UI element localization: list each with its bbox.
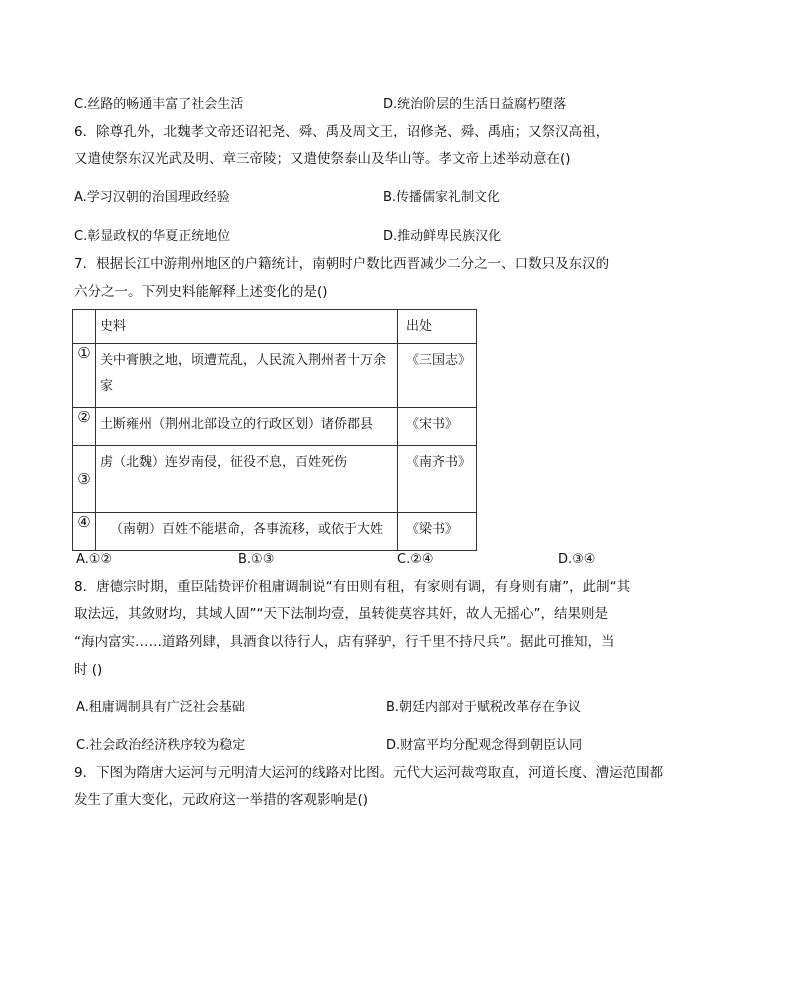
q7-option-c: C.②④ [397, 552, 434, 567]
q8-option-c: C.社会政治经济秩序较为稳定 [76, 738, 246, 753]
q8-stem-line4: 时 () [74, 662, 103, 678]
q6-option-b: B.传播儒家礼制文化 [383, 190, 501, 205]
row-source-text: 虏（北魏）连岁南侵，征役不息，百姓死伤 [96, 446, 398, 513]
q9-stem-line2: 发生了重大变化，元政府这一举措的客观影响是() [74, 792, 369, 808]
row-origin: 《南齐书》 [398, 446, 477, 513]
table-header-row [73, 310, 477, 344]
row-source-text: （南朝）百姓不能堪命，各事流移，或依于大姓 [96, 513, 398, 551]
q7-source-table [72, 309, 477, 551]
q5-option-c: C.丝路的畅通丰富了社会生活 [74, 97, 244, 112]
row-number: ③ [73, 446, 96, 513]
header-num-cell [73, 310, 96, 344]
table-row [73, 344, 477, 408]
q8-stem-line1: 8．唐德宗时期，重臣陆贽评价租庸调制说“有田则有租，有家则有调，有身则有庸”，此制“其 [74, 579, 631, 595]
q8-option-b: B.朝廷内部对于赋税改革存在争议 [386, 700, 582, 715]
row-source-text: 关中膏腴之地，顷遭荒乱，人民流入荆州者十万余家 [96, 344, 398, 408]
row-source-text: 土断雍州（荆州北部设立的行政区划）诸侨郡县 [96, 408, 398, 446]
q9-stem-line1: 9．下图为隋唐大运河与元明清大运河的线路对比图。元代大运河裁弯取直，河道长度、漕运范围都 [74, 765, 664, 781]
table-row [73, 446, 477, 513]
header-source-cell: 史料 [96, 310, 398, 344]
q8-option-d: D.财富平均分配观念得到朝臣认同 [386, 738, 583, 753]
q7-option-b: B.①③ [238, 552, 275, 567]
q7-stem-line2: 六分之一。下列史料能解释上述变化的是() [74, 284, 328, 300]
q5-option-d: D.统治阶层的生活日益腐朽堕落 [383, 97, 567, 112]
q8-stem-line2: 取法远，其敛财均，其域人固”“天下法制均壹，虽转徙莫容其奸，故人无摇心”，结果则是 [74, 606, 608, 622]
q6-stem-line1: 6．除尊孔外，北魏孝文帝还诏祀尧、舜、禹及周文王，诏修尧、舜、禹庙；又祭汉高祖， [74, 124, 610, 140]
row-origin: 《梁书》 [398, 513, 477, 551]
row-origin: 《三国志》 [398, 344, 477, 408]
row-number: ④ [73, 513, 96, 551]
table-row [73, 408, 477, 446]
q6-option-d: D.推动鲜卑民族汉化 [383, 229, 502, 244]
q6-stem-line2: 又遣使祭东汉光武及明、章三帝陵；又遣使祭泰山及华山等。孝文帝上述举动意在() [74, 151, 571, 167]
q6-option-c: C.彰显政权的华夏正统地位 [74, 229, 231, 244]
q8-option-a: A.租庸调制具有广泛社会基础 [76, 700, 245, 715]
q8-stem-line3: “海内富实……道路列肆，具酒食以待行人，店有驿驴，行千里不持尺兵”。据此可推知，当 [74, 634, 615, 650]
table-row [73, 513, 477, 551]
row-number: ① [73, 344, 96, 408]
row-origin: 《宋书》 [398, 408, 477, 446]
q6-option-a: A.学习汉朝的治国理政经验 [74, 190, 230, 205]
q7-option-a: A.①② [76, 552, 113, 567]
row-number: ② [73, 408, 96, 446]
header-origin-cell: 出处 [398, 310, 477, 344]
q7-option-d: D.③④ [558, 552, 596, 567]
q7-stem-line1: 7．根据长江中游荆州地区的户籍统计，南朝时户数比西晋减少二分之一、口数只及东汉的 [74, 256, 610, 272]
